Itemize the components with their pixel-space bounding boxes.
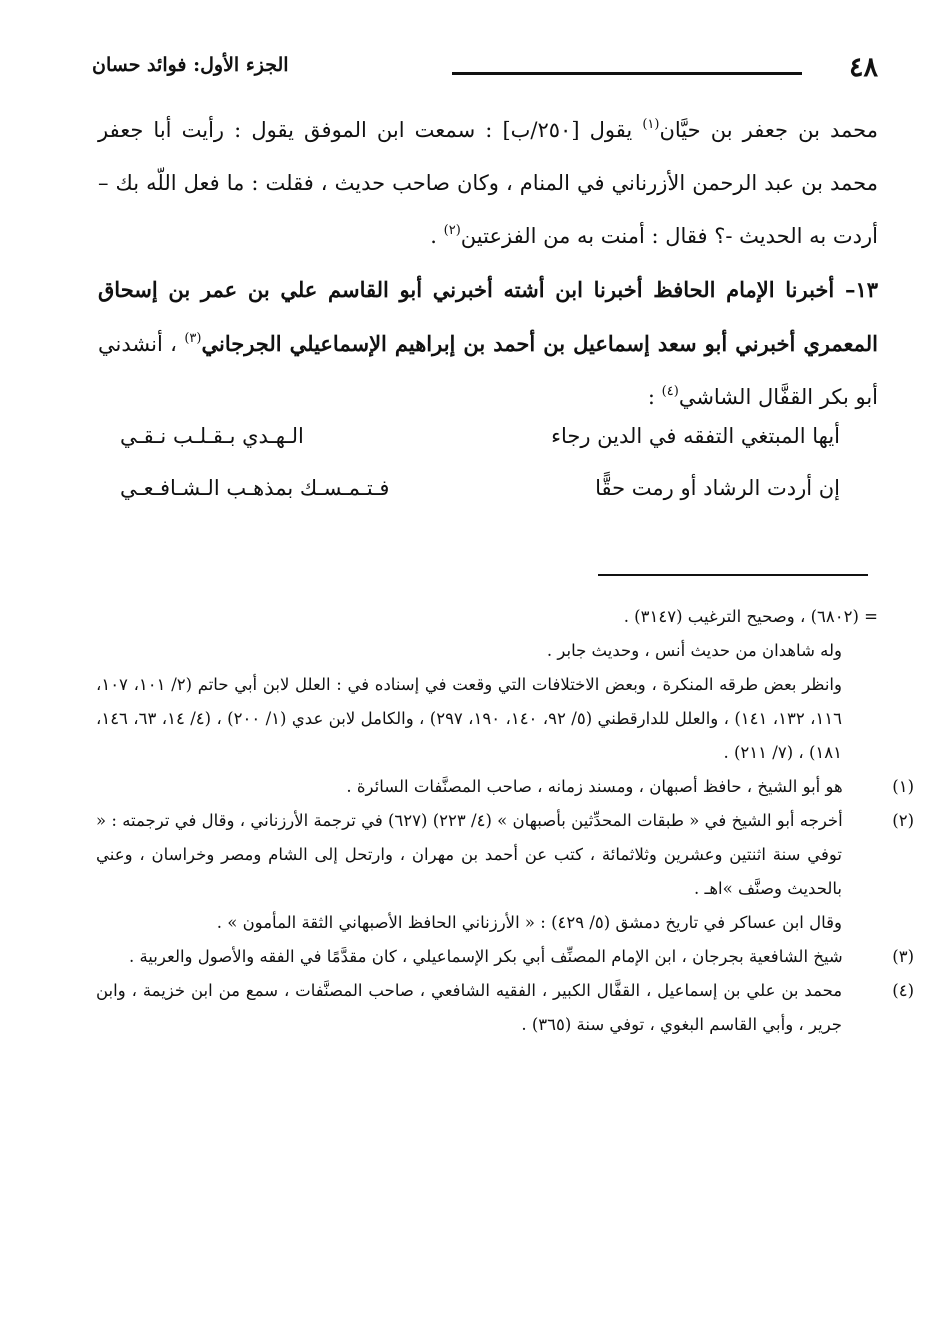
verse-1-first-hemistich: أيها المبتغي التفقه في الدين رجاء (551, 424, 840, 448)
paragraph-13-lead: أخبرنا الإمام الحافظ أخبرنا ابن أشته أخبرني أبو القاسم علي بن عمر بن إسحاق المعمري أخبرني أبو سعد إسماعيل بن أحمد بن إبراهيم الإسماعيلي الجرجاني (98, 277, 878, 356)
page-header (92, 48, 882, 88)
footnote-2-continuation (96, 906, 878, 940)
verse-2-first-hemistich: إن أردت الرشاد أو رمت حقًّا (595, 476, 840, 500)
paragraph-13-end: : (647, 385, 662, 409)
paragraph-13-mid: ، أنشدني أبو بكر القفَّال الشاشي (98, 332, 878, 409)
footnote-separator (598, 574, 868, 576)
verse-1 (120, 424, 840, 464)
footnote-3 (96, 940, 914, 974)
footnote-2 (96, 804, 914, 906)
verse-1-second-hemistich: الـهـدي بـقـلـب نـقـي (120, 424, 304, 448)
header-rule (452, 72, 802, 75)
main-text (98, 104, 878, 424)
footnote-1-marker: (١) (892, 777, 914, 796)
footnote-3-text: شيخ الشافعية بجرجان ، ابن الإمام المصنِّف أبي بكر الإسماعيلي ، كان مقدَّمًا في الفقه والأصول والعربية . (128, 947, 843, 966)
footnote-4-text: محمد بن علي بن إسماعيل ، القفَّال الكبير ، الفقيه الشافعي ، صاحب المصنَّفات ، سمع من ابن خزيمة ، وابن جرير ، وأبي القاسم البغوي ، توفي سنة (٣٦٥) . (96, 981, 843, 1034)
footnote-4 (96, 974, 915, 1042)
footnote-1-text: هو أبو الشيخ ، حافظ أصبهان ، ومسند زمانه ، صاحب المصنَّفات السائرة . (346, 777, 843, 796)
paragraph-1-part-1: محمد بن جعفر بن حيَّان (659, 118, 878, 142)
verse-2-second-hemistich: فـتـمـسـك بمذهـب الـشـافـعـي (120, 476, 390, 500)
footnote-continued-2: وله شاهدان من حديث أنس ، وحديث جابر . (546, 641, 842, 660)
running-title: الجزء الأول: فوائد حسان (92, 54, 289, 76)
paragraph-13 (98, 263, 878, 424)
paragraph-1-part-3: . (430, 224, 444, 248)
footnote-ref-2[interactable]: (٢) (443, 223, 461, 238)
footnote-3-marker: (٣) (892, 947, 914, 966)
footnote-2-text: أخرجه أبو الشيخ في « طبقات المحدِّثين بأصبهان » (٤/ ٢٢٣) (٦٢٧) في ترجمة الأرزناني ، وقال في ترجمته : « توفي سنة اثنتين وعشرين وثلاثمائة ، كتب عن أحمد بن مهران ، وارتحل إلى الشام ومصر وخراسان ، وعني بالحديث وصنَّف »اهـ . (96, 811, 843, 898)
hadith-number: ١٣– (844, 277, 878, 302)
paragraph-1 (98, 104, 878, 263)
footnotes (96, 600, 915, 1042)
footnote-continued-3: وانظر بعض طرقه المنكرة ، وبعض الاختلافات التي وقعت في إسناده في : العلل لابن أبي حاتم (٢/ ١٠١، ١٠٧، ١١٦، ١٣٢، ١٤١) ، والعلل للدارقطني (٥/ ٩٢، ١٤٠، ١٩٠، ٢٩٧) ، والكامل لابن عدي (١/ ٢٠٠) ، (٤/ ١٤، ٦٣، ١٤٦، ١٨١) ، (٧/ ٢١١) . (96, 675, 843, 762)
verse-2 (120, 476, 840, 516)
footnote-4-marker: (٤) (892, 981, 915, 1000)
footnote-2-continuation-text: وقال ابن عساكر في تاريخ دمشق (٥/ ٤٢٩) : « الأرزناني الحافظ الأصبهاني الثقة المأمون » . (216, 913, 842, 932)
footnote-ref-4[interactable]: (٤) (661, 384, 679, 399)
paragraph-1-part-2: يقول [٢٥٠/ب] : سمعت ابن الموفق يقول : رأيت أبا جعفر محمد بن عبد الرحمن الأزرناني في المنام ، وكان صاحب حديث ، فقلت : ما فعل اللّه بك – أردت به الحديث -؟ فقال : أمنت به من الفزعتين (98, 118, 878, 248)
footnote-2-marker: (٢) (892, 811, 914, 830)
page-number: ٤٨ (848, 52, 878, 83)
footnote-1 (96, 770, 914, 804)
footnote-ref-1[interactable]: (١) (642, 117, 660, 132)
footnote-ref-3[interactable]: (٣) (184, 331, 202, 346)
footnote-continued-1: = (٦٨٠٢) ، وصحيح الترغيب (٣١٤٧) . (623, 607, 878, 626)
